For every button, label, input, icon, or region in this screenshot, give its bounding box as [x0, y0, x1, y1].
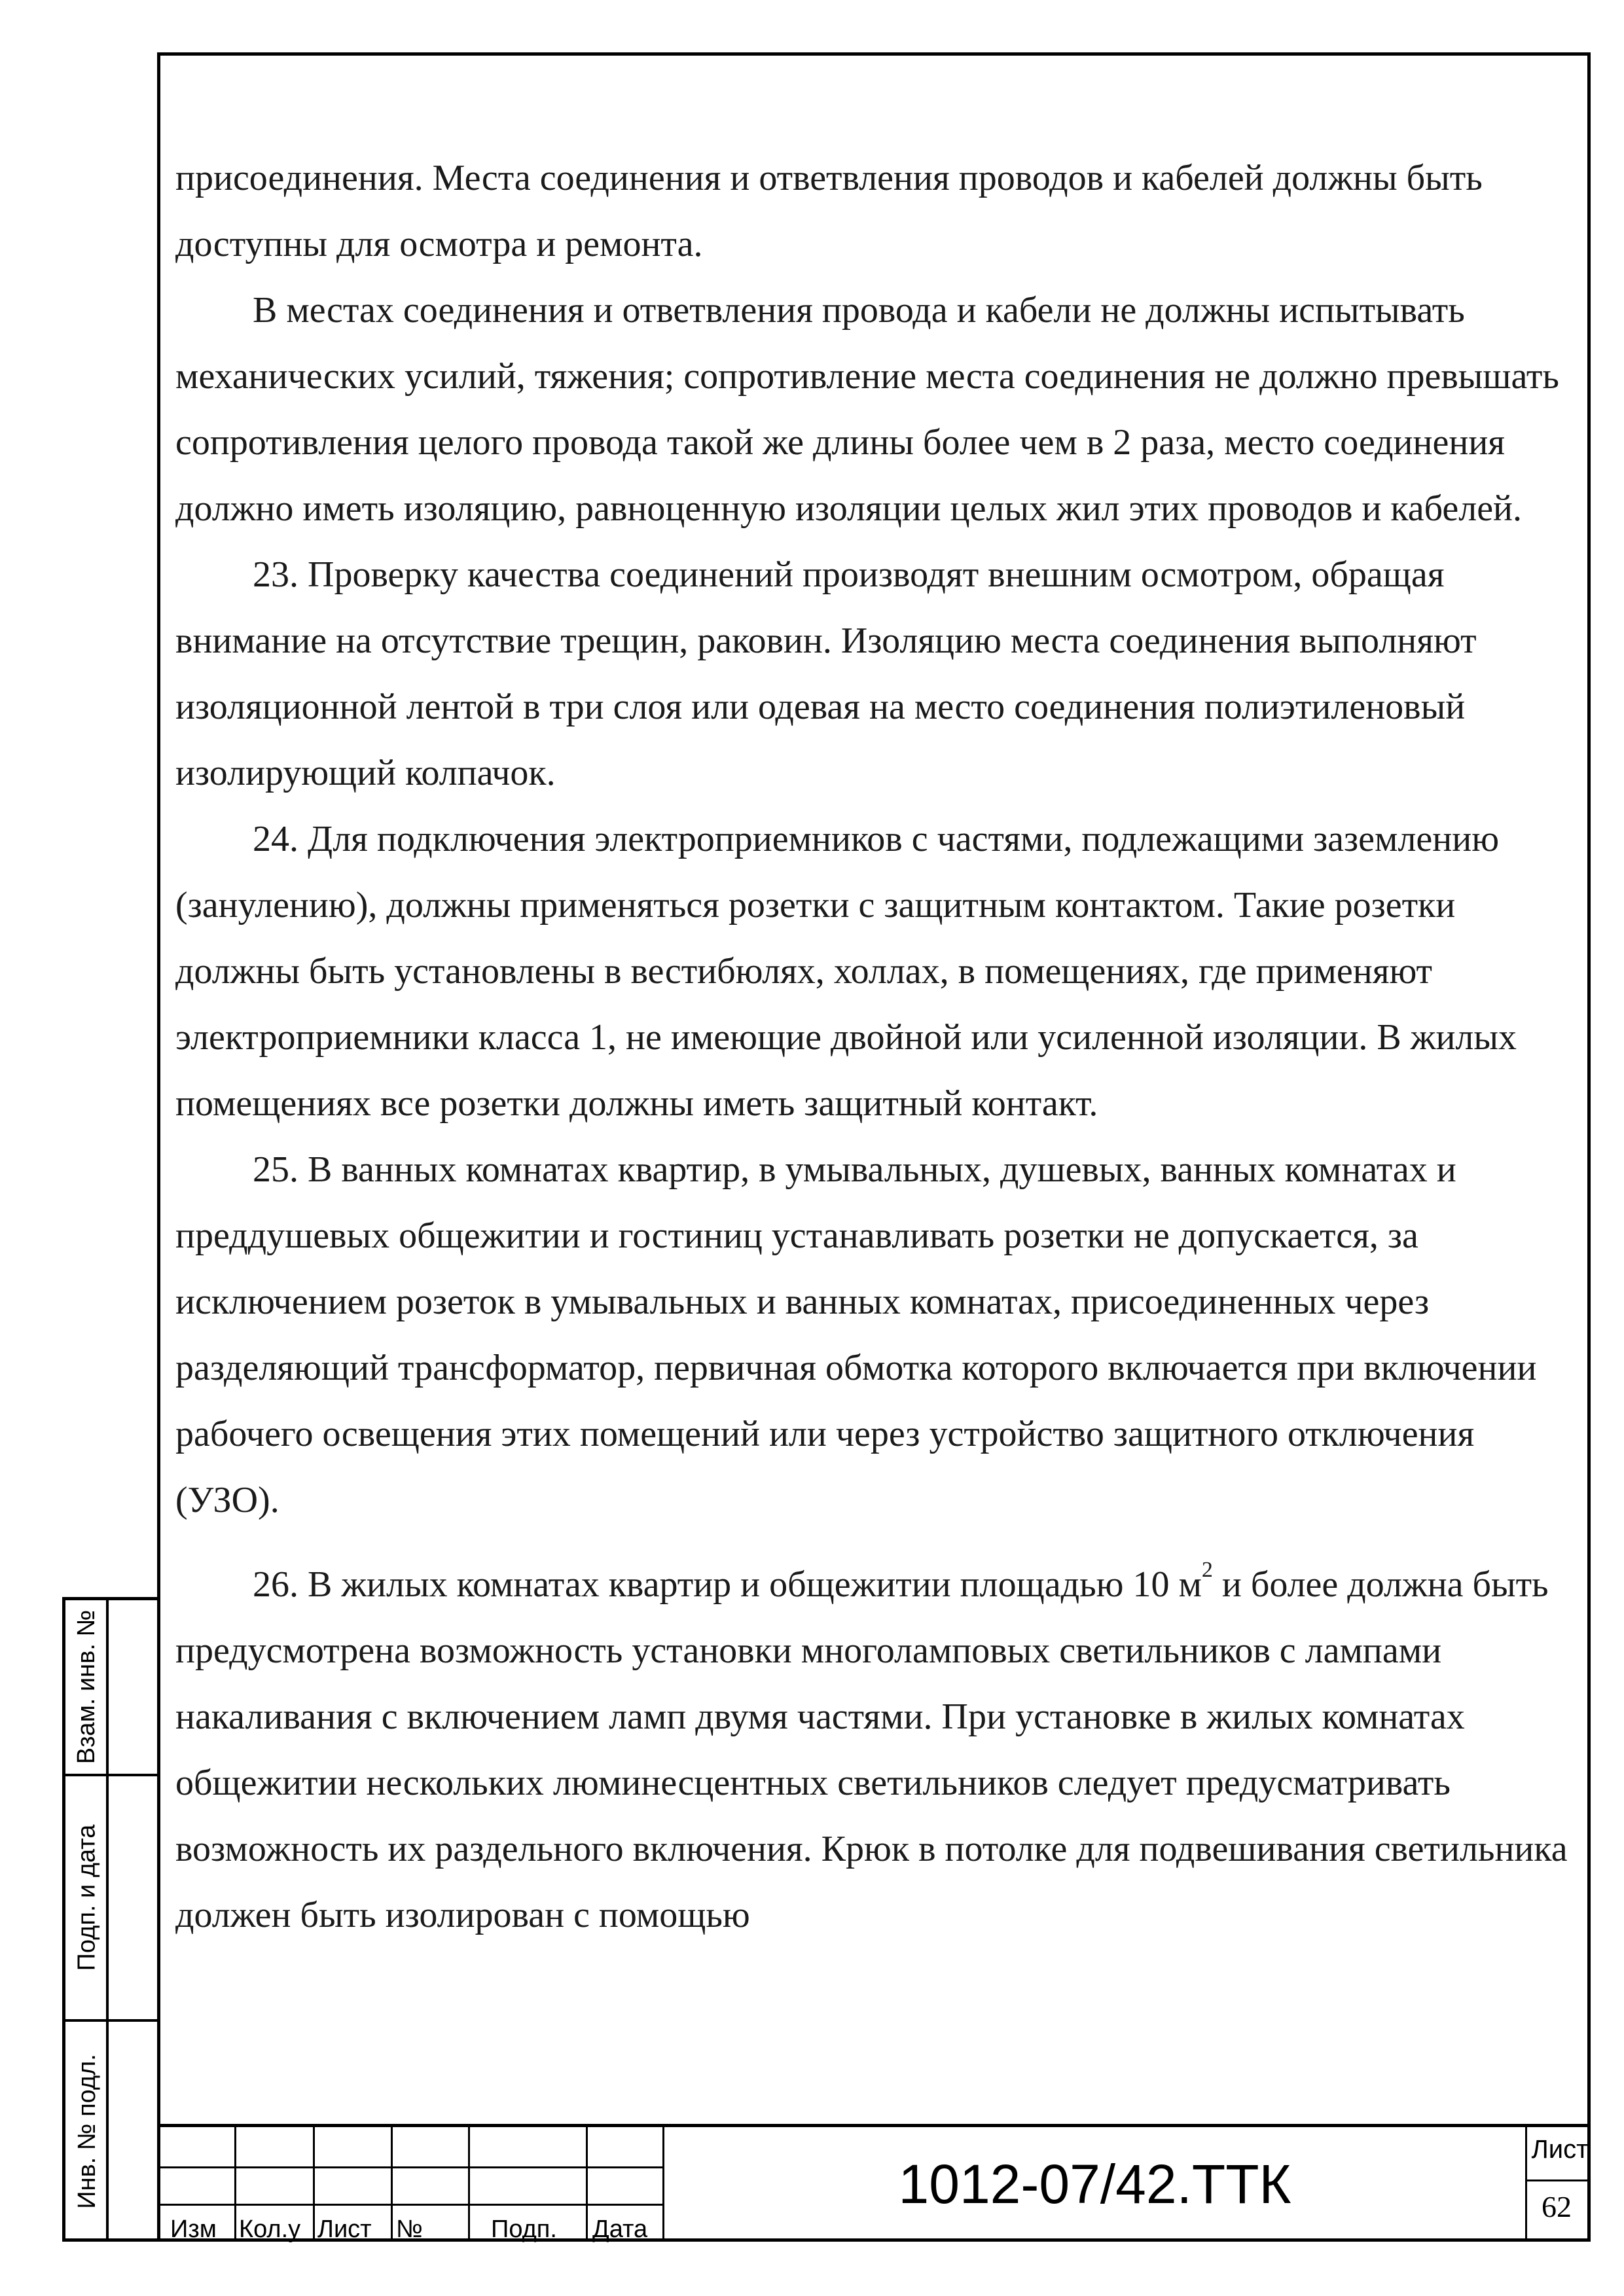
sheet-label: Лист: [1531, 2135, 1589, 2164]
paragraph-25: 25. В ванных комнатах квартир, в умывальных, душевых, ванных комнатах и преддушевых общежитии и гостиниц устанавливать розетки не допускается, за исключением розеток в умывальных и ванных комнатах, присоединенных через разделяющий трансформатор, первичная обмотка которого включается при включении рабочего освещения этих помещений или через устройство защитного отключения (УЗО).: [175, 1149, 1537, 1520]
paragraph-26-rest: и более должна быть предусмотрена возможность установки многоламповых светильников с лампами накаливания с включением ламп двумя частями. При установке в жилых комнатах общежитии нескольких люминесцентных светильников следует предусматривать возможность их раздельного включения. Крюк в потолке для подвешивания светильника должен быть изолирован с помощью: [175, 1564, 1568, 1935]
col-podp: Подп.: [491, 2215, 557, 2243]
title-block-row-line: [157, 2204, 664, 2206]
col-list: Лист: [317, 2215, 372, 2243]
title-block-row-line: [157, 2166, 664, 2168]
paragraph-continuation: присоединения. Места соединения и ответвления проводов и кабелей должны быть доступны для осмотра и ремонта.: [175, 158, 1483, 264]
col-kolu: Кол.у: [239, 2215, 301, 2243]
document-code: 1012-07/42.ТТК: [898, 2153, 1291, 2215]
col-data: Дата: [592, 2215, 648, 2243]
side-label-vzam: Взам. инв. №: [73, 1609, 101, 1765]
side-label-vzam-cell: [69, 1600, 105, 1774]
paragraph-23: 23. Проверку качества соединений производят внешним осмотром, обращая внимание на отсутствие трещин, раковин. Изоляцию места соединения выполняют изоляционной лентой в три слоя или одевая на место соединения полиэтиленовый изолирующий колпачок.: [175, 554, 1477, 793]
title-block-row-line: [1525, 2179, 1591, 2181]
title-block: [157, 2124, 1591, 2242]
title-block-col-line: [234, 2127, 236, 2242]
col-izm: Изм: [170, 2215, 217, 2243]
title-block-col-line: [468, 2127, 470, 2242]
paragraph-24: 24. Для подключения электроприемников с частями, подлежащими заземлению (занулению), должны применяться розетки с защитным контактом. Такие розетки должны быть установлены в вестибюлях, холлах, в помещениях, где применяют электроприемники класса 1, не имеющие двойной или усиленной изоляции. В жилых помещениях все розетки должны иметь защитный контакт.: [175, 819, 1517, 1124]
title-block-col-line: [313, 2127, 315, 2242]
side-stamp: [62, 1597, 157, 2242]
title-block-col-line: [586, 2127, 588, 2242]
col-num: №: [396, 2215, 423, 2243]
title-block-col-line: [391, 2127, 393, 2242]
side-label-podp: Подп. и дата: [73, 1824, 101, 1971]
sheet-number: 62: [1542, 2190, 1572, 2223]
document-body: [175, 145, 1576, 1948]
side-stamp-divider: [106, 1600, 109, 2238]
side-label-inv: Инв. № подл.: [73, 2054, 101, 2209]
square-superscript: 2: [1201, 1558, 1213, 1582]
paragraph-26: [175, 1552, 1576, 1948]
side-label-inv-cell: [69, 2021, 105, 2242]
paragraph-26-start: 26. В жилых комнатах квартир и общежитии площадью 10 м: [253, 1564, 1202, 1605]
paragraph-connections: В местах соединения и ответвления провода и кабели не должны испытывать механических усилий, тяжения; сопротивление места соединения не должно превышать сопротивления целого провода такой же длины более чем в 2 раза, место соединения должно иметь изоляцию, равноценную изоляции целых жил этих проводов и кабелей.: [175, 290, 1559, 529]
side-label-podp-cell: [69, 1776, 105, 2019]
